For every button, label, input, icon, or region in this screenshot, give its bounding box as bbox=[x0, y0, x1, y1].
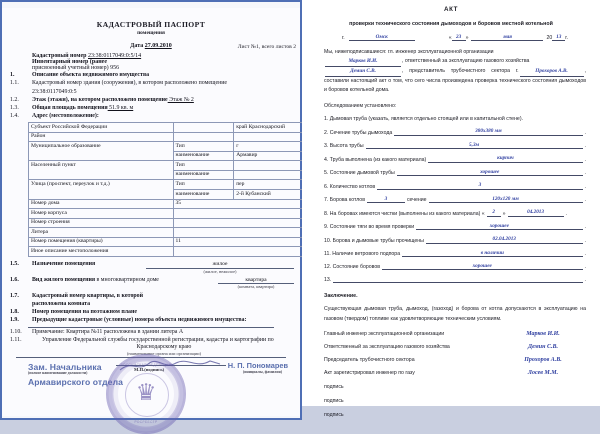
act-item-9: 9. Состояние тяги во время проверки хорошее . bbox=[324, 222, 586, 231]
item-value: 3 bbox=[377, 183, 582, 189]
table-cell bbox=[234, 161, 306, 171]
podpis-label: подпись bbox=[324, 412, 344, 419]
table-cell: 35 bbox=[173, 199, 306, 209]
podpis-label: подпись bbox=[324, 384, 344, 391]
item-number: 1. bbox=[10, 72, 15, 79]
signature-area bbox=[6, 360, 296, 422]
act-document bbox=[302, 0, 600, 419]
item-value-2: 04.2013 bbox=[508, 210, 564, 216]
table-row bbox=[29, 161, 306, 171]
page-title: КАДАСТРОВЫЙ ПАСПОРТ bbox=[96, 20, 206, 29]
list-item bbox=[6, 80, 296, 87]
table-cell bbox=[173, 132, 234, 142]
table-cell: Армавир bbox=[234, 151, 306, 161]
item-label: Состояние тяги во время проверки bbox=[329, 224, 415, 231]
item-text: расположена комната bbox=[32, 300, 91, 307]
table-row bbox=[29, 218, 306, 228]
table-row bbox=[29, 180, 306, 190]
table-cell bbox=[173, 122, 234, 132]
year-prefix: 20 bbox=[546, 35, 553, 41]
table-cell: Иное описание местоположения bbox=[29, 247, 174, 257]
year-suffix: г. bbox=[565, 35, 568, 41]
item-value: 380х380 мм bbox=[394, 129, 582, 135]
item-label: Дымовая труба (указать, является отдельно стоящей или в капитальной стене). bbox=[329, 116, 523, 123]
table-row bbox=[29, 142, 306, 152]
table-cell: Населенный пункт bbox=[29, 161, 174, 180]
list-item-note bbox=[6, 329, 296, 336]
act-item-11: 11. Наличие ветрового подпора в наличии . bbox=[324, 249, 586, 257]
item-label: Высота трубы bbox=[329, 143, 364, 150]
act-signature-row bbox=[324, 357, 586, 363]
list-item bbox=[6, 72, 296, 79]
item-text: Назначение помещения bbox=[32, 261, 96, 268]
observation-label: Обследованием установлено: bbox=[324, 103, 397, 110]
city-value: Омск bbox=[349, 34, 415, 41]
table-cell bbox=[173, 247, 306, 257]
act-signature-row bbox=[324, 344, 586, 350]
signature-name: Марков И.И. bbox=[526, 331, 560, 338]
item-value: в наличии bbox=[402, 251, 582, 257]
act-item-4: 4. Труба выполнена (из какого материала) кирпич . bbox=[324, 155, 586, 163]
item-label-2: » bbox=[502, 210, 506, 217]
table-cell bbox=[234, 132, 306, 142]
item-text: Этаж (этажи), на котором расположено помещение bbox=[32, 96, 168, 103]
act-intro-paragraph bbox=[324, 48, 586, 95]
table-row bbox=[29, 237, 306, 247]
page-subtitle: помещения bbox=[137, 30, 165, 36]
table-cell: Тип bbox=[173, 161, 234, 171]
act-title: АКТ bbox=[444, 6, 458, 13]
cadastral-number-label: Кадастровый номер bbox=[32, 53, 87, 59]
item-value: 02.04.2013 bbox=[426, 237, 583, 243]
stamp-bottom-text: РОСРЕЕСТР bbox=[134, 419, 158, 424]
org-name-hint: (наименование органа или организации) bbox=[126, 350, 202, 356]
table-cell: наименование bbox=[173, 189, 234, 199]
signer-name-hint: (инициалы, фамилия) bbox=[242, 369, 282, 374]
org-name-line2: Краснодарскому краю bbox=[136, 343, 192, 350]
signer-position-line2: Армавирского отдела bbox=[28, 376, 124, 387]
cadastral-passport-document bbox=[0, 0, 302, 424]
item-value bbox=[333, 282, 582, 283]
year-value: 13 bbox=[552, 34, 565, 41]
item-text: Описание объекта недвижимого имущества bbox=[32, 72, 150, 79]
list-item-purpose bbox=[6, 261, 296, 274]
table-cell: Субъект Российской Федерации bbox=[29, 122, 174, 132]
table-cell: Район bbox=[29, 132, 174, 142]
signature-role: Главный инженер эксплуатационной организации bbox=[324, 331, 445, 338]
table-cell bbox=[173, 228, 306, 238]
list-item-org bbox=[6, 337, 296, 356]
item-number bbox=[6, 89, 32, 96]
signature-role: Ответственный за эксплуатацию газового хозяйства bbox=[324, 344, 450, 351]
signature-name: Лосев М.М. bbox=[527, 370, 559, 377]
item-value: 5,3м bbox=[366, 143, 583, 149]
table-cell: г bbox=[234, 142, 306, 152]
item-value: Этаж № 2 bbox=[167, 96, 194, 103]
act-item-10: 10. Борова и дымовые трубы прочищены 02.04.2013 . bbox=[324, 236, 586, 244]
item-number: 1.3. bbox=[10, 104, 19, 111]
table-cell: Номер строения bbox=[29, 218, 174, 228]
item-value: хорошее bbox=[382, 264, 583, 270]
double-eagle-icon: ♛ bbox=[135, 379, 157, 406]
signature-role: Акт зарегистрировал инженер по газу bbox=[324, 370, 415, 377]
item-number: 1.7. bbox=[10, 292, 19, 299]
item-text-rest: в многоквартирном доме bbox=[95, 276, 159, 283]
item-number: 1. bbox=[324, 116, 329, 123]
item-text: Кадастровый номер здания (сооружения), в котором расположено помещение bbox=[32, 80, 227, 87]
table-row bbox=[29, 132, 306, 142]
table-cell: Улица (проспект, переулок и т.д.) bbox=[29, 180, 174, 199]
cadastral-number-block bbox=[6, 53, 296, 71]
table-cell: наименование bbox=[173, 151, 234, 161]
act-date-row: г. Омск « 23 » мая 20 13 г. bbox=[342, 34, 568, 41]
city-prefix: г. bbox=[342, 35, 345, 41]
signer-name: Н. П. Пономарев bbox=[227, 360, 288, 370]
intro-part-2: , ответственный за эксплуатацию газового хозяйства bbox=[402, 58, 530, 65]
item-text: Предыдущие кадастровые (условные) номера объекта недвижимого имущества: bbox=[32, 317, 247, 324]
official-round-stamp bbox=[106, 354, 186, 434]
cadastral-title-block bbox=[6, 20, 296, 36]
table-row bbox=[29, 199, 306, 209]
table-cell: 2-й Кубанский bbox=[234, 189, 306, 199]
item-number: 1.2. bbox=[10, 96, 19, 103]
item-number: 7. bbox=[324, 197, 329, 204]
signer-position-hint: (полное наименование должности) bbox=[28, 370, 88, 375]
item-label: Борова и дымовые трубы прочищены bbox=[332, 237, 424, 244]
list-item-dwelling-type bbox=[6, 277, 296, 290]
act-item-7: 7. Борова котлов 3 сечение 120х120 мм . bbox=[324, 195, 586, 204]
address-table bbox=[28, 122, 306, 257]
purpose-value: жилое bbox=[146, 261, 294, 269]
act-item-6: 6. Количество котлов 3 . bbox=[324, 182, 586, 190]
item-value-2: 120х120 мм bbox=[429, 197, 583, 203]
item-label: Труба выполнена (из какого материала) bbox=[329, 156, 427, 163]
item-number: 4. bbox=[324, 156, 329, 163]
item-number: 1.11. bbox=[10, 337, 22, 343]
list-item bbox=[6, 97, 296, 104]
intro-part-3: , представитель трубочистного сектора г. bbox=[402, 68, 519, 75]
list-item bbox=[6, 309, 296, 316]
list-item bbox=[6, 113, 296, 120]
table-row bbox=[29, 247, 306, 257]
item-value: кирпич bbox=[428, 156, 582, 162]
item-value: 2 bbox=[487, 210, 501, 216]
stamp-top-text: РОССИЙСКАЯ ФЕДЕРАЦИЯ bbox=[120, 362, 172, 367]
signer-position-line1: Зам. Начальника bbox=[28, 361, 102, 372]
item-text: Вид жилого помещения bbox=[32, 276, 96, 283]
item-label: Борова котлов bbox=[329, 197, 365, 204]
org-name-line1: Управление Федеральной службы государственной регистрации, кадастра и картографии по bbox=[42, 337, 274, 343]
date-label: Дата bbox=[130, 43, 144, 49]
item-number: 13. bbox=[324, 277, 332, 284]
cadastral-passport-page bbox=[2, 8, 300, 424]
item-text: Адрес (местоположение): bbox=[32, 112, 99, 119]
list-item bbox=[6, 317, 296, 324]
item-number: 12. bbox=[324, 264, 332, 271]
intro-part-1: Мы, нижеподписавшиеся: гл. инженер эксплуатационной организации bbox=[324, 49, 494, 55]
item-label: Состояние дымовой трубы bbox=[329, 170, 395, 177]
item-number: 6. bbox=[324, 183, 329, 190]
item-label: Наличие ветрового подпора bbox=[332, 251, 401, 257]
item-number: 1.10. bbox=[10, 329, 22, 336]
table-cell: Тип bbox=[173, 142, 234, 152]
item-value: хорошее bbox=[416, 224, 582, 230]
intro-name-3: Прохоров А.В. bbox=[520, 67, 584, 77]
item-value: 3 bbox=[367, 197, 405, 203]
item-text: 23:38:0117049:0:5 bbox=[32, 88, 77, 95]
act-subtitle: проверки технического состояния дымоходов и боровов местной котельной bbox=[349, 21, 553, 27]
list-item bbox=[6, 293, 296, 300]
inventory-number-value: присвоенный учетный номер) 956 bbox=[32, 65, 120, 71]
date-value: 27.09.2010 bbox=[144, 43, 172, 49]
divider bbox=[28, 327, 274, 328]
conclusion-label: Заключение. bbox=[324, 293, 358, 300]
item-value: хорошее bbox=[397, 170, 583, 176]
mp-label: М.П.(подпись) bbox=[134, 366, 165, 372]
table-cell: 11 bbox=[173, 237, 306, 247]
table-cell: Муниципальное образование bbox=[29, 142, 174, 161]
table-cell: Номер дома bbox=[29, 199, 174, 209]
purpose-hint: (жилое, нежилое) bbox=[203, 268, 237, 274]
table-cell: Номер помещения (квартиры) bbox=[29, 237, 174, 247]
item-text: Общая площадь помещения bbox=[32, 104, 108, 111]
item-number: 1.9. bbox=[10, 317, 19, 324]
table-row bbox=[29, 209, 306, 219]
act-signature-row bbox=[324, 331, 586, 337]
item-label: Состояние боровов bbox=[332, 264, 380, 271]
day-value: 23 bbox=[452, 34, 466, 41]
item-text: Кадастровый номер квартиры, в которой bbox=[32, 292, 144, 299]
item-label: На боровах имеются чистки (выполнены из какого материала) « bbox=[329, 210, 485, 217]
item-value: 51.9 кв. м bbox=[107, 104, 134, 111]
act-item-13: 13. . bbox=[324, 277, 586, 284]
item-number: 1.8. bbox=[10, 308, 19, 315]
item-number: 1.4. bbox=[10, 112, 19, 119]
table-cell bbox=[173, 218, 306, 228]
item-number: 10. bbox=[324, 237, 332, 244]
list-item bbox=[6, 301, 296, 308]
table-cell: Литера bbox=[29, 228, 174, 238]
act-item-8: 8. На боровах имеются чистки (выполнены из какого материала) « 2 » 04.2013 . bbox=[324, 209, 567, 217]
item-number: 2. bbox=[324, 129, 329, 136]
item-number: 5. bbox=[324, 170, 329, 177]
table-cell bbox=[173, 209, 306, 219]
intro-name-1: Марков И.И. bbox=[325, 57, 401, 67]
item-label-2: сечение bbox=[406, 197, 427, 204]
signature-name: Демин С.В. bbox=[528, 344, 558, 351]
month-value: мая bbox=[471, 34, 543, 41]
item-number: 3. bbox=[324, 143, 329, 150]
act-item-1 bbox=[324, 116, 586, 122]
table-row bbox=[29, 228, 306, 238]
dwelling-type-hint: (комната, квартира) bbox=[237, 284, 275, 290]
conclusion-body: Существующая дымовая труба, дымоход, (газоход) и борова от котла допускаются в эксплуатацию на газовом (твердом) топливе как удовлетворяющие техническим условиям. bbox=[324, 306, 586, 322]
item-label: Количество котлов bbox=[329, 183, 376, 190]
table-cell: наименование bbox=[173, 170, 234, 180]
act-item-3: 3. Высота трубы 5,3м . bbox=[324, 141, 586, 150]
cadastral-number-value: 23:38:0117049:0:5/14 bbox=[88, 53, 142, 59]
table-cell bbox=[234, 170, 306, 180]
act-item-2: 2. Сечение трубы дымохода 380х380 мм . bbox=[324, 128, 586, 136]
act-item-5: 5. Состояние дымовой трубы хорошее . bbox=[324, 168, 586, 177]
list-item bbox=[6, 105, 296, 112]
item-number: 9. bbox=[324, 224, 329, 231]
signature-role: Председатель трубочистного сектора bbox=[324, 357, 415, 364]
item-number: 1.6. bbox=[10, 276, 19, 283]
sheet-number-label: Лист №1, всего листов 2 bbox=[237, 44, 296, 50]
dwelling-type-value: квартира bbox=[218, 277, 294, 285]
act-item-12: 12. Состояние боровов хорошее . bbox=[324, 263, 586, 271]
table-cell: пер bbox=[234, 180, 306, 190]
table-row bbox=[29, 122, 306, 132]
item-text: Номер помещения на поэтажном плане bbox=[32, 308, 137, 315]
intro-name-2: Демин С.В. bbox=[325, 67, 401, 77]
table-cell: Тип bbox=[173, 180, 234, 190]
item-number: 11. bbox=[324, 251, 331, 257]
item-number: 8. bbox=[324, 210, 329, 217]
signature-name: Прохоров А.В. bbox=[524, 357, 562, 364]
act-signature-row bbox=[324, 370, 586, 376]
item-number: 1.5. bbox=[10, 261, 19, 268]
inventory-number-label: Инвентарный номер (ранее bbox=[32, 59, 107, 65]
list-item bbox=[6, 89, 296, 96]
table-cell: край Краснодарский bbox=[234, 122, 306, 132]
item-label: Сечение трубы дымохода bbox=[329, 129, 393, 136]
table-cell: Номер корпуса bbox=[29, 209, 174, 219]
item-text: Примечание: Квартира №11 расположена в здании литера А bbox=[32, 329, 184, 336]
podpis-label: подпись bbox=[324, 398, 344, 405]
intro-part-4: , составили настоящий акт о том, что сего числа произведена проверка технического состояния дымоходов и боровов котельной дома. bbox=[324, 68, 586, 94]
item-number: 1.1. bbox=[10, 80, 19, 87]
